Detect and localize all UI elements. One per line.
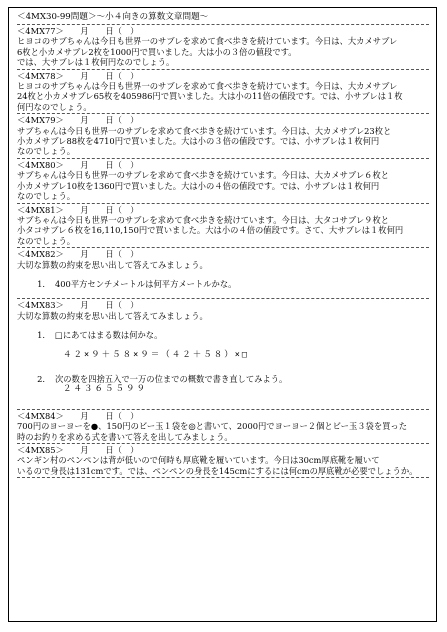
problem-text: サブちゃんは今日も世界一のサブレを求めて食べ歩きを続けています。今日は、大カメサブレ６枚と 小カメサブレ10枚を1360円で買いました。大は小の４倍の値段です。では、小サブレは１枚何円 なのでしょう。 <box>17 170 390 202</box>
problem-4mx82 <box>17 249 429 289</box>
problem-id: ＜4MX84＞ 月 日（ ） <box>17 410 139 421</box>
problem-text: ヒヨコのサブちゃんは今日も世界一のサブレを求めて食べ歩きを続けています。今日は、大カメサブレ 6枚と小カメサブレ2枚を1000円で買いました。大は小の３倍の値段です。 では、大サブレは１枚何円なのでしょう。 <box>17 36 398 68</box>
problem-id: ＜4MX78＞ 月 日（ ） <box>17 70 139 81</box>
problem-text: 700円のヨーヨーを●、150円のビー玉１袋を◎と書いて、2000円でヨーヨー２個とビー玉３袋を買った 時のお釣りを求める式を書いて答えを出してみましょう。 <box>17 421 408 442</box>
problem-id: ＜4MX77＞ 月 日（ ） <box>17 26 139 36</box>
equation: ４２×９＋５８×９＝（４２＋５８）×□ <box>63 349 249 360</box>
divider <box>17 158 429 159</box>
divider <box>17 69 429 70</box>
problem-4mx79 <box>17 115 429 157</box>
sub-question-text: 400平方センチメートルは何平方メートルかな。 <box>55 278 237 289</box>
worksheet-content <box>17 12 429 479</box>
sub-question <box>17 374 429 384</box>
problem-intro: 大切な算数の約束を思い出して答えてみましょう。 <box>17 310 208 321</box>
problem-4mx85 <box>17 445 429 476</box>
problem-text: ペンギン村のペンペンは背が低いので何時も厚底靴を履いています。今日は30cm厚底靴を履いて いるので身長は131cmです。では、ペンペンの身長を145cmにするには何cmの厚底靴が必要でしょうか。 <box>17 455 418 476</box>
divider <box>17 477 429 478</box>
divider <box>17 443 429 444</box>
problem-4mx84 <box>17 411 429 442</box>
divider <box>17 298 429 299</box>
sub-question <box>17 279 429 289</box>
problem-4mx81 <box>17 205 429 247</box>
divider <box>17 247 429 248</box>
worksheet-title: ＜4MX30-99問題＞～小４向きの算数文章問題～ <box>17 12 209 22</box>
divider <box>17 113 429 114</box>
divider <box>17 203 429 204</box>
problem-text: サブちゃんは今日も世界一のサブレを求めて食べ歩きを続けています。今日は、大カメサブレ23枚と 小カメサブレ88枚を4710円で買いました。大は小の３倍の値段です。では、小サブレは１枚何円 なのでしょう。 <box>17 125 392 157</box>
problem-4mx80 <box>17 160 429 202</box>
sub-question-number: 2. <box>37 373 45 384</box>
sub-question-number: 1. <box>37 278 45 289</box>
sub-question-number: 1. <box>37 330 45 341</box>
problem-text: ヒヨコのサブちゃんは今日も世界一のサブレを求めて食べ歩きを続けています。今日は、大カメサブレ 24枚と小カメサブレ65枚を405986円で買いました。大は小の11倍の値段です。では、小サブレは１枚 何円なのでしょう。 <box>17 81 403 112</box>
divider <box>17 24 429 25</box>
problem-4mx83 <box>17 300 429 394</box>
divider <box>17 409 429 410</box>
sub-question-text: □にあてはまる数は何かな。 <box>55 330 163 341</box>
problem-id: ＜4MX85＞ 月 日（ ） <box>17 445 139 455</box>
sub-question <box>17 330 429 340</box>
problem-id: ＜4MX79＞ 月 日（ ） <box>17 115 139 126</box>
problem-intro: 大切な算数の約束を思い出して答えてみましょう。 <box>17 259 208 270</box>
problem-4mx78 <box>17 71 429 113</box>
problem-text: サブちゃんは今日も世界一のサブレを求めて食べ歩きを続けています。今日は、大タコサブレ９枚と 小タコサブレ６枚を16,110,150円で買いました。大は小の４倍の値段です。さて、大サブレは１枚何円 なのでしょう。 <box>17 214 404 246</box>
worksheet-page <box>8 7 437 622</box>
sub-question-text: 次の数を四捨五入で一万の位までの概数で書き直してみよう。 <box>55 373 288 384</box>
problem-id: ＜4MX80＞ 月 日（ ） <box>17 159 139 170</box>
problem-id: ＜4MX81＞ 月 日（ ） <box>17 204 139 215</box>
problem-id: ＜4MX83＞ 月 日（ ） <box>17 300 139 311</box>
problem-4mx77 <box>17 26 429 68</box>
number-to-round: ２４３６５５９９ <box>63 384 148 395</box>
problem-id: ＜4MX82＞ 月 日（ ） <box>17 249 139 260</box>
